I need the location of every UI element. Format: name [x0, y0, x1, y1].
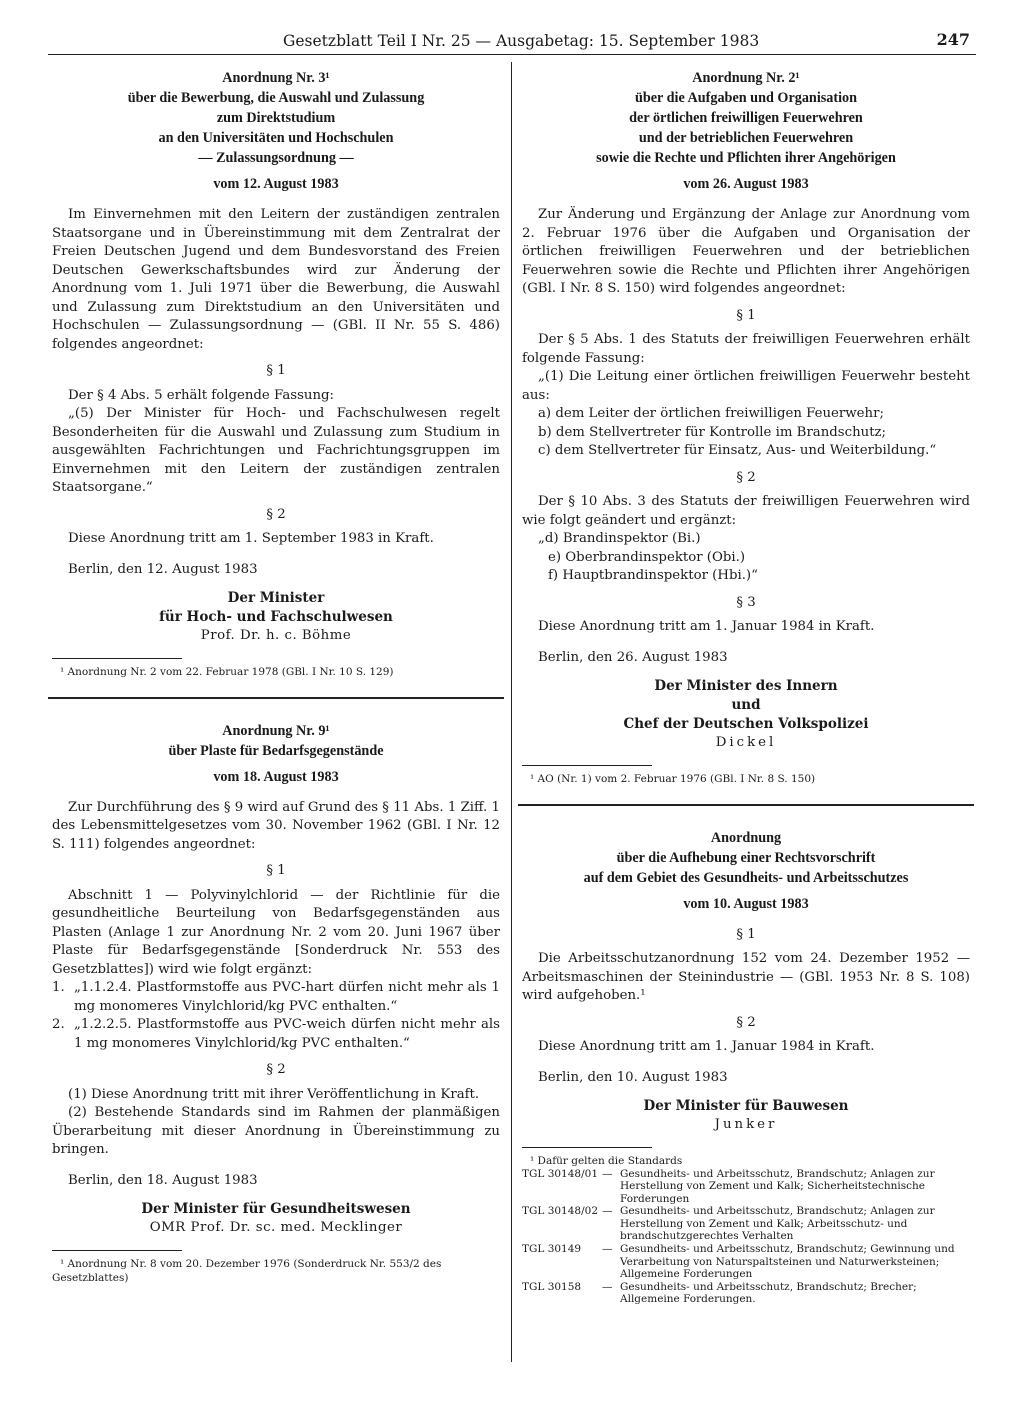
footnote-rule	[522, 765, 652, 766]
signer-name: Junker	[714, 1117, 778, 1132]
page-number: 247	[936, 30, 970, 49]
section-text: Diese Anordnung tritt am 1. Januar 1984 in Kraft.	[538, 619, 875, 634]
list-item	[52, 979, 500, 1016]
left-column	[52, 68, 500, 1285]
ordinance-subtitle: über die Aufhebung einer Rechtsvorschrift	[616, 849, 876, 866]
list-item: „d) Brandinspektor (Bi.)	[538, 531, 701, 546]
section-text: (2) Bestehende Standards sind im Rahmen der planmäßigen Überarbeitung mit dieser Anordnung in Übereinstimmung zu bringen.	[52, 1105, 500, 1157]
footnote-rule	[52, 658, 182, 659]
standard-code: TGL 30158	[522, 1280, 582, 1293]
footnote-intro: ¹ Dafür gelten die Standards	[530, 1154, 683, 1167]
ordinance-subtitle: über die Bewerbung, die Auswahl und Zulassung	[127, 90, 425, 106]
standard-title: Gesundheits- und Arbeitsschutz, Brandschutz; Anlagen zur Herstellung von Zement und Kalk; Sicherheitstechnische Forderungen	[620, 1167, 935, 1205]
ordinance-date: vom 26. August 1983	[683, 176, 809, 192]
section-text: Die Arbeitsschutzanordnung 152 vom 24. Dezember 1952 — Arbeitsmaschinen der Steinindustrie — (GBl. 1953 Nr. 8 S. 108) wird aufgehoben.¹	[522, 951, 970, 1003]
section-text: (1) Diese Anordnung tritt mit ihrer Veröffentlichung in Kraft.	[68, 1086, 480, 1102]
standard-dash: —	[602, 1167, 613, 1180]
preamble: Zur Änderung und Ergänzung der Anlage zur Anordnung vom 2. Februar 1976 über die Aufgaben und Organisation der örtlichen freiwilligen Feuerwehren und der betrieblichen Feuerwehren sowie die Rechte und Pflichten ihrer Angehörigen (GBl. I Nr. 8 S. 150) wird folgendes angeordnet:	[522, 207, 970, 296]
standard-dash: —	[602, 1280, 613, 1293]
list-item: b) dem Stellvertreter für Kontrolle im Brandschutz;	[538, 424, 887, 440]
ordinance-subtitle: zum Direktstudium	[216, 110, 336, 126]
right-column	[522, 68, 970, 1306]
standard-code: TGL 30148/01	[522, 1167, 599, 1180]
standard-dash: —	[602, 1205, 613, 1218]
standard-title: Gesundheits- und Arbeitsschutz, Brandschutz; Gewinnung und Verarbeitung von Naturspaltsteinen und Naturwerksteinen; Allgemeine Forderungen	[620, 1243, 955, 1281]
signer-line: Der Minister	[227, 590, 325, 606]
signer-line: für Hoch- und Fachschulwesen	[159, 609, 393, 625]
standard-code: TGL 30148/02	[522, 1205, 599, 1218]
section-mark: § 2	[266, 506, 286, 522]
place-date: Berlin, den 10. August 1983	[538, 1069, 728, 1085]
ordinance-subtitle: über die Aufgaben und Organisation	[634, 90, 858, 106]
section-separator	[48, 697, 504, 699]
list-item-number: 1.	[52, 980, 65, 995]
ordinance-date: vom 18. August 1983	[213, 768, 339, 785]
ordinance-subtitle: auf dem Gebiet des Gesundheits- und Arbeitsschutzes	[583, 869, 909, 886]
section-mark: § 2	[736, 1014, 756, 1030]
signer-line: und	[731, 697, 761, 713]
footnote: ¹ AO (Nr. 1) vom 2. Februar 1976 (GBl. I Nr. 8 S. 150)	[530, 772, 816, 785]
standards-list	[522, 1168, 970, 1307]
standard-dash: —	[602, 1243, 613, 1256]
footnote: ¹ Anordnung Nr. 2 vom 22. Februar 1978 (GBl. I Nr. 10 S. 129)	[60, 665, 394, 678]
list-item-number: 2.	[52, 1017, 65, 1032]
signer-title	[52, 589, 500, 627]
ordinance-title: Anordnung Nr. 2¹	[692, 70, 800, 86]
section-mark: § 1	[736, 307, 756, 323]
place-date: Berlin, den 12. August 1983	[68, 561, 258, 577]
standard-title: Gesundheits- und Arbeitsschutz, Brandschutz; Brecher; Allgemeine Forderungen.	[620, 1280, 917, 1306]
section-text: Diese Anordnung tritt am 1. Januar 1984 in Kraft.	[538, 1039, 875, 1054]
section-separator	[518, 804, 974, 806]
section-text: Diese Anordnung tritt am 1. September 1983 in Kraft.	[68, 531, 434, 546]
ordinance-plaste	[52, 721, 500, 1285]
section-quote: „(1) Die Leitung einer örtlichen freiwilligen Feuerwehr besteht aus:	[522, 369, 970, 403]
ordinance-subtitle: über Plaste für Bedarfsgegenstände	[168, 742, 384, 759]
footnote-rule	[52, 1250, 182, 1251]
footnote: ¹ Anordnung Nr. 8 vom 20. Dezember 1976 (Sonderdruck Nr. 553/2 des Gesetzblattes)	[52, 1257, 442, 1284]
section-text: Der § 5 Abs. 1 des Statuts der freiwilligen Feuerwehren erhält folgende Fassung:	[522, 332, 970, 366]
ordinance-aufhebung	[522, 828, 970, 1307]
place-date: Berlin, den 18. August 1983	[68, 1172, 258, 1188]
list-item-text: „1.2.2.5. Plastformstoffe aus PVC-weich dürfen nicht mehr als 1 mg monomeres Vinylchlorid/kg PVC enthalten.“	[74, 1017, 500, 1051]
ordinance-subtitle: sowie die Rechte und Pflichten ihrer Angehörigen	[596, 150, 896, 166]
preamble: Im Einvernehmen mit den Leitern der zuständigen zentralen Staatsorgane und in Übereinstimmung mit dem Zentralrat der Freien Deutschen Jugend und dem Bundesvorstand des Freien Deutschen Gewerkschaftsbundes wird zur Änderung der Anordnung vom 1. Juli 1971 über die Bewerbung, die Auswahl und Zulassung zum Direktstudium an den Universitäten und Hochschulen — Zulassungsordnung — (GBl. II Nr. 55 S. 486) folgendes angeordnet:	[52, 207, 500, 352]
section-text: Der § 10 Abs. 3 des Statuts der freiwilligen Feuerwehren wird wie folgt geändert und ergänzt:	[522, 494, 970, 528]
ordinance-subtitle: — Zulassungsordnung —	[198, 150, 354, 166]
ordinance-title: Anordnung Nr. 9¹	[222, 722, 330, 739]
section-mark: § 3	[736, 594, 756, 610]
signer-name: Dickel	[715, 735, 777, 750]
ordinance-subtitle: und der betrieblichen Feuerwehren	[638, 130, 854, 146]
section-mark: § 1	[266, 863, 286, 878]
footnote-rule	[522, 1147, 652, 1148]
signer-line: Chef der Deutschen Volkspolizei	[623, 716, 869, 732]
ordinance-date: vom 10. August 1983	[683, 895, 809, 912]
ordinance-zulassungsordnung	[52, 68, 500, 679]
place-date: Berlin, den 26. August 1983	[538, 649, 728, 665]
list-item: c) dem Stellvertreter für Einsatz, Aus- und Weiterbildung.“	[538, 443, 937, 458]
column-divider	[511, 62, 512, 1362]
section-quote: „(5) Der Minister für Hoch- und Fachschulwesen regelt Besonderheiten für die Auswahl und Zulassung zum Studium in ausgewählten Fachrichtungen und Fachrichtungsgruppen im Einvernehmen mit den Leitern der zuständigen zentralen Staatsorgane.“	[52, 406, 500, 495]
standard-title: Gesundheits- und Arbeitsschutz, Brandschutz; Anlagen zur Herstellung von Zement und Kalk; Arbeitsschutz- und brandschutzgerechtes Verhalten	[620, 1205, 935, 1243]
ordinance-date: vom 12. August 1983	[213, 176, 339, 192]
signer-line: Der Minister des Innern	[654, 678, 838, 694]
signer-title: Der Minister für Gesundheitswesen	[141, 1201, 411, 1217]
signer-name: OMR Prof. Dr. sc. med. Mecklinger	[149, 1220, 403, 1235]
section-text: Abschnitt 1 — Polyvinylchlorid — der Richtlinie für die gesundheitliche Beurteilung von Bedarfsgegenständen aus Plasten (Anlage 1 zur Anordnung Nr. 2 vom 20. Juni 1967 über Plaste für Bedarfsgegenstände [Sonderdruck Nr. 553 des Gesetzblattes]) wird wie folgt ergänzt:	[52, 887, 500, 977]
list-item: e) Oberbrandinspektor (Obi.)	[548, 549, 746, 565]
section-mark: § 2	[736, 469, 756, 485]
ordinance-subtitle: an den Universitäten und Hochschulen	[158, 130, 394, 146]
section-text: Der § 4 Abs. 5 erhält folgende Fassung:	[68, 387, 335, 403]
list-item: f) Hauptbrandinspektor (Hbi.)“	[548, 568, 758, 583]
section-mark: § 1	[736, 926, 756, 942]
signer-name: Prof. Dr. h. c. Böhme	[200, 628, 352, 643]
standard-code: TGL 30149	[522, 1243, 582, 1256]
preamble: Zur Durchführung des § 9 wird auf Grund des § 11 Abs. 1 Ziff. 1 des Lebensmittelgesetzes vom 30. November 1962 (GBl. I Nr. 12 S. 111) folgendes angeordnet:	[52, 799, 500, 852]
section-mark: § 1	[266, 363, 286, 378]
section-mark: § 2	[266, 1062, 286, 1077]
ordinance-subtitle: der örtlichen freiwilligen Feuerwehren	[629, 110, 863, 126]
ordinance-title: Anordnung Nr. 3¹	[222, 70, 330, 86]
signer-title: Der Minister für Bauwesen	[643, 1098, 849, 1114]
header-title: Gesetzblatt Teil I Nr. 25 — Ausgabetag: 15. September 1983	[283, 32, 760, 50]
ordinance-feuerwehren	[522, 68, 970, 786]
page-header	[48, 28, 976, 55]
list-item-text: „1.1.2.4. Plastformstoffe aus PVC-hart dürfen nicht mehr als 1 mg monomeres Vinylchlorid/kg PVC enthalten.“	[74, 980, 500, 1014]
ordinance-title: Anordnung	[710, 829, 782, 846]
signer-title	[522, 677, 970, 734]
list-item	[52, 1016, 500, 1053]
list-item: a) dem Leiter der örtlichen freiwilligen Feuerwehr;	[538, 406, 884, 421]
